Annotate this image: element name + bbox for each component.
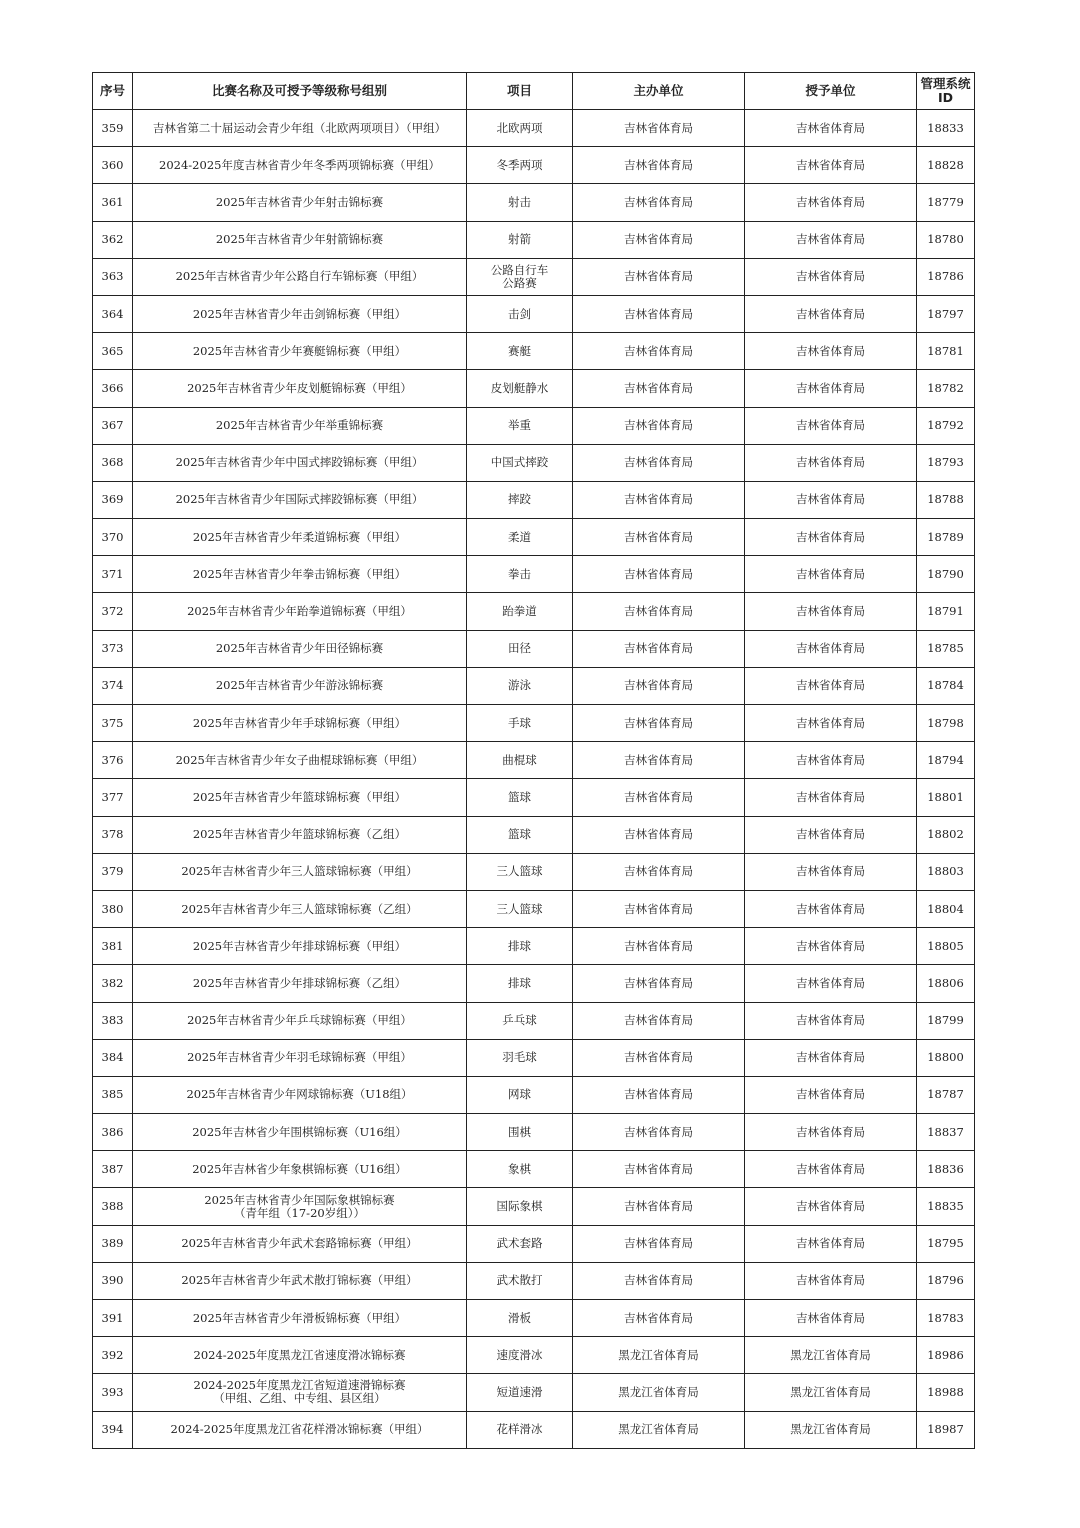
cell-competition-name: 2024-2025年度吉林省青少年冬季两项锦标赛（甲组） bbox=[133, 147, 467, 184]
cell-competition-name: 2025年吉林省青少年击剑锦标赛（甲组） bbox=[133, 295, 467, 332]
cell-serial-no: 377 bbox=[93, 779, 133, 816]
cell-grantor: 吉林省体育局 bbox=[745, 556, 917, 593]
table-row bbox=[93, 1151, 975, 1188]
cell-event: 举重 bbox=[467, 407, 573, 444]
cell-organizer: 黑龙江省体育局 bbox=[573, 1411, 745, 1448]
cell-competition-name: 2025年吉林省青少年篮球锦标赛（甲组） bbox=[133, 779, 467, 816]
cell-competition-name: 2025年吉林省青少年武术套路锦标赛（甲组） bbox=[133, 1225, 467, 1262]
cell-event: 皮划艇静水 bbox=[467, 370, 573, 407]
cell-event: 摔跤 bbox=[467, 481, 573, 518]
table-row bbox=[93, 1188, 975, 1225]
header-event: 项目 bbox=[467, 73, 573, 110]
cell-system-id: 18793 bbox=[917, 444, 975, 481]
cell-grantor: 吉林省体育局 bbox=[745, 1002, 917, 1039]
cell-organizer: 吉林省体育局 bbox=[573, 630, 745, 667]
table-row bbox=[93, 184, 975, 221]
cell-system-id: 18782 bbox=[917, 370, 975, 407]
cell-serial-no: 393 bbox=[93, 1374, 133, 1411]
cell-serial-no: 364 bbox=[93, 295, 133, 332]
cell-serial-no: 389 bbox=[93, 1225, 133, 1262]
cell-system-id: 18986 bbox=[917, 1337, 975, 1374]
cell-grantor: 吉林省体育局 bbox=[745, 853, 917, 890]
cell-grantor: 吉林省体育局 bbox=[745, 928, 917, 965]
cell-serial-no: 363 bbox=[93, 258, 133, 295]
cell-system-id: 18801 bbox=[917, 779, 975, 816]
cell-organizer: 吉林省体育局 bbox=[573, 444, 745, 481]
table-row bbox=[93, 630, 975, 667]
cell-grantor: 吉林省体育局 bbox=[745, 147, 917, 184]
cell-competition-name: 2025年吉林省青少年三人篮球锦标赛（甲组） bbox=[133, 853, 467, 890]
cell-event: 滑板 bbox=[467, 1300, 573, 1337]
table-row bbox=[93, 965, 975, 1002]
table-row bbox=[93, 1262, 975, 1299]
cell-organizer: 吉林省体育局 bbox=[573, 667, 745, 704]
cell-event: 三人篮球 bbox=[467, 853, 573, 890]
cell-grantor: 吉林省体育局 bbox=[745, 184, 917, 221]
cell-competition-name: 2025年吉林省青少年三人篮球锦标赛（乙组） bbox=[133, 890, 467, 927]
cell-organizer: 吉林省体育局 bbox=[573, 407, 745, 444]
table-row bbox=[93, 221, 975, 258]
table-row bbox=[93, 556, 975, 593]
cell-event: 乒乓球 bbox=[467, 1002, 573, 1039]
table-row bbox=[93, 519, 975, 556]
cell-serial-no: 368 bbox=[93, 444, 133, 481]
table-row bbox=[93, 1300, 975, 1337]
table-row bbox=[93, 779, 975, 816]
cell-grantor: 吉林省体育局 bbox=[745, 221, 917, 258]
cell-grantor: 吉林省体育局 bbox=[745, 407, 917, 444]
cell-organizer: 吉林省体育局 bbox=[573, 184, 745, 221]
cell-grantor: 吉林省体育局 bbox=[745, 705, 917, 742]
cell-competition-name: 2025年吉林省青少年柔道锦标赛（甲组） bbox=[133, 519, 467, 556]
cell-competition-name: 2025年吉林省青少年跆拳道锦标赛（甲组） bbox=[133, 593, 467, 630]
cell-competition-name: 2025年吉林省青少年拳击锦标赛（甲组） bbox=[133, 556, 467, 593]
cell-event: 冬季两项 bbox=[467, 147, 573, 184]
cell-organizer: 吉林省体育局 bbox=[573, 1262, 745, 1299]
cell-system-id: 18797 bbox=[917, 295, 975, 332]
cell-grantor: 黑龙江省体育局 bbox=[745, 1337, 917, 1374]
cell-grantor: 吉林省体育局 bbox=[745, 965, 917, 1002]
table-row bbox=[93, 1225, 975, 1262]
cell-grantor: 吉林省体育局 bbox=[745, 1151, 917, 1188]
cell-event: 曲棍球 bbox=[467, 742, 573, 779]
cell-serial-no: 388 bbox=[93, 1188, 133, 1225]
cell-grantor: 吉林省体育局 bbox=[745, 1076, 917, 1113]
cell-event: 排球 bbox=[467, 965, 573, 1002]
cell-grantor: 吉林省体育局 bbox=[745, 742, 917, 779]
cell-competition-name: 吉林省第二十届运动会青少年组（北欧两项项目）（甲组） bbox=[133, 110, 467, 147]
cell-organizer: 吉林省体育局 bbox=[573, 1114, 745, 1151]
cell-serial-no: 379 bbox=[93, 853, 133, 890]
cell-competition-name: 2025年吉林省少年围棋锦标赛（U16组） bbox=[133, 1114, 467, 1151]
cell-serial-no: 383 bbox=[93, 1002, 133, 1039]
cell-event: 三人篮球 bbox=[467, 890, 573, 927]
cell-event: 篮球 bbox=[467, 779, 573, 816]
cell-competition-name: 2025年吉林省青少年游泳锦标赛 bbox=[133, 667, 467, 704]
cell-system-id: 18779 bbox=[917, 184, 975, 221]
cell-organizer: 吉林省体育局 bbox=[573, 110, 745, 147]
cell-organizer: 吉林省体育局 bbox=[573, 147, 745, 184]
cell-organizer: 吉林省体育局 bbox=[573, 519, 745, 556]
cell-grantor: 吉林省体育局 bbox=[745, 519, 917, 556]
cell-organizer: 吉林省体育局 bbox=[573, 1039, 745, 1076]
cell-competition-name: 2025年吉林省少年象棋锦标赛（U16组） bbox=[133, 1151, 467, 1188]
cell-competition-name: 2025年吉林省青少年国际象棋锦标赛 （青年组（17-20岁组）） bbox=[133, 1188, 467, 1225]
cell-grantor: 吉林省体育局 bbox=[745, 667, 917, 704]
table-row bbox=[93, 890, 975, 927]
competition-table bbox=[92, 72, 975, 1449]
cell-competition-name: 2025年吉林省青少年排球锦标赛（甲组） bbox=[133, 928, 467, 965]
cell-system-id: 18800 bbox=[917, 1039, 975, 1076]
cell-organizer: 吉林省体育局 bbox=[573, 1300, 745, 1337]
cell-event: 武术套路 bbox=[467, 1225, 573, 1262]
table-row bbox=[93, 705, 975, 742]
cell-serial-no: 365 bbox=[93, 333, 133, 370]
table-row bbox=[93, 1039, 975, 1076]
cell-system-id: 18783 bbox=[917, 1300, 975, 1337]
table-row bbox=[93, 1114, 975, 1151]
cell-competition-name: 2024-2025年度黑龙江省速度滑冰锦标赛 bbox=[133, 1337, 467, 1374]
cell-serial-no: 386 bbox=[93, 1114, 133, 1151]
cell-event: 花样滑冰 bbox=[467, 1411, 573, 1448]
cell-organizer: 吉林省体育局 bbox=[573, 556, 745, 593]
header-serial-no: 序号 bbox=[93, 73, 133, 110]
cell-competition-name: 2025年吉林省青少年女子曲棍球锦标赛（甲组） bbox=[133, 742, 467, 779]
cell-grantor: 吉林省体育局 bbox=[745, 1262, 917, 1299]
table-header-row bbox=[93, 73, 975, 110]
cell-organizer: 吉林省体育局 bbox=[573, 481, 745, 518]
cell-event: 羽毛球 bbox=[467, 1039, 573, 1076]
cell-competition-name: 2025年吉林省青少年滑板锦标赛（甲组） bbox=[133, 1300, 467, 1337]
cell-serial-no: 374 bbox=[93, 667, 133, 704]
cell-grantor: 吉林省体育局 bbox=[745, 1300, 917, 1337]
cell-organizer: 吉林省体育局 bbox=[573, 1002, 745, 1039]
cell-system-id: 18988 bbox=[917, 1374, 975, 1411]
cell-competition-name: 2025年吉林省青少年国际式摔跤锦标赛（甲组） bbox=[133, 481, 467, 518]
cell-event: 手球 bbox=[467, 705, 573, 742]
cell-competition-name: 2025年吉林省青少年中国式摔跤锦标赛（甲组） bbox=[133, 444, 467, 481]
cell-system-id: 18780 bbox=[917, 221, 975, 258]
cell-serial-no: 371 bbox=[93, 556, 133, 593]
cell-system-id: 18796 bbox=[917, 1262, 975, 1299]
cell-organizer: 吉林省体育局 bbox=[573, 1188, 745, 1225]
cell-competition-name: 2025年吉林省青少年手球锦标赛（甲组） bbox=[133, 705, 467, 742]
cell-system-id: 18833 bbox=[917, 110, 975, 147]
cell-system-id: 18806 bbox=[917, 965, 975, 1002]
table-row bbox=[93, 370, 975, 407]
table-row bbox=[93, 295, 975, 332]
cell-serial-no: 382 bbox=[93, 965, 133, 1002]
cell-grantor: 黑龙江省体育局 bbox=[745, 1374, 917, 1411]
cell-grantor: 吉林省体育局 bbox=[745, 110, 917, 147]
table-body bbox=[93, 110, 975, 1449]
table-row bbox=[93, 1411, 975, 1448]
table-row bbox=[93, 853, 975, 890]
cell-event: 中国式摔跤 bbox=[467, 444, 573, 481]
cell-serial-no: 362 bbox=[93, 221, 133, 258]
cell-serial-no: 366 bbox=[93, 370, 133, 407]
table-row bbox=[93, 407, 975, 444]
cell-competition-name: 2025年吉林省青少年羽毛球锦标赛（甲组） bbox=[133, 1039, 467, 1076]
table-row bbox=[93, 444, 975, 481]
cell-competition-name: 2025年吉林省青少年篮球锦标赛（乙组） bbox=[133, 816, 467, 853]
cell-grantor: 吉林省体育局 bbox=[745, 816, 917, 853]
cell-competition-name: 2025年吉林省青少年排球锦标赛（乙组） bbox=[133, 965, 467, 1002]
cell-event: 田径 bbox=[467, 630, 573, 667]
cell-organizer: 吉林省体育局 bbox=[573, 853, 745, 890]
cell-event: 游泳 bbox=[467, 667, 573, 704]
cell-system-id: 18798 bbox=[917, 705, 975, 742]
cell-system-id: 18789 bbox=[917, 519, 975, 556]
cell-event: 篮球 bbox=[467, 816, 573, 853]
cell-event: 射箭 bbox=[467, 221, 573, 258]
cell-serial-no: 384 bbox=[93, 1039, 133, 1076]
cell-event: 击剑 bbox=[467, 295, 573, 332]
cell-system-id: 18795 bbox=[917, 1225, 975, 1262]
cell-grantor: 吉林省体育局 bbox=[745, 890, 917, 927]
cell-system-id: 18828 bbox=[917, 147, 975, 184]
cell-organizer: 吉林省体育局 bbox=[573, 258, 745, 295]
table-row bbox=[93, 593, 975, 630]
cell-system-id: 18784 bbox=[917, 667, 975, 704]
table-row bbox=[93, 1337, 975, 1374]
cell-serial-no: 391 bbox=[93, 1300, 133, 1337]
cell-serial-no: 370 bbox=[93, 519, 133, 556]
cell-system-id: 18787 bbox=[917, 1076, 975, 1113]
table-row bbox=[93, 1076, 975, 1113]
table-row bbox=[93, 1002, 975, 1039]
table-row bbox=[93, 333, 975, 370]
cell-grantor: 吉林省体育局 bbox=[745, 333, 917, 370]
cell-organizer: 黑龙江省体育局 bbox=[573, 1337, 745, 1374]
cell-grantor: 吉林省体育局 bbox=[745, 295, 917, 332]
cell-system-id: 18802 bbox=[917, 816, 975, 853]
header-organizer: 主办单位 bbox=[573, 73, 745, 110]
cell-organizer: 吉林省体育局 bbox=[573, 705, 745, 742]
cell-competition-name: 2025年吉林省青少年乒乓球锦标赛（甲组） bbox=[133, 1002, 467, 1039]
cell-competition-name: 2025年吉林省青少年皮划艇锦标赛（甲组） bbox=[133, 370, 467, 407]
cell-organizer: 吉林省体育局 bbox=[573, 890, 745, 927]
cell-organizer: 吉林省体育局 bbox=[573, 370, 745, 407]
cell-competition-name: 2025年吉林省青少年赛艇锦标赛（甲组） bbox=[133, 333, 467, 370]
cell-serial-no: 378 bbox=[93, 816, 133, 853]
cell-event: 象棋 bbox=[467, 1151, 573, 1188]
cell-organizer: 吉林省体育局 bbox=[573, 779, 745, 816]
cell-event: 国际象棋 bbox=[467, 1188, 573, 1225]
cell-system-id: 18835 bbox=[917, 1188, 975, 1225]
table-row bbox=[93, 258, 975, 295]
cell-organizer: 吉林省体育局 bbox=[573, 333, 745, 370]
cell-event: 柔道 bbox=[467, 519, 573, 556]
cell-competition-name: 2025年吉林省青少年射箭锦标赛 bbox=[133, 221, 467, 258]
cell-event: 围棋 bbox=[467, 1114, 573, 1151]
cell-event: 排球 bbox=[467, 928, 573, 965]
cell-system-id: 18785 bbox=[917, 630, 975, 667]
cell-system-id: 18987 bbox=[917, 1411, 975, 1448]
cell-serial-no: 369 bbox=[93, 481, 133, 518]
cell-competition-name: 2024-2025年度黑龙江省短道速滑锦标赛 （甲组、乙组、中专组、县区组） bbox=[133, 1374, 467, 1411]
cell-system-id: 18803 bbox=[917, 853, 975, 890]
cell-grantor: 吉林省体育局 bbox=[745, 481, 917, 518]
cell-grantor: 吉林省体育局 bbox=[745, 258, 917, 295]
cell-organizer: 吉林省体育局 bbox=[573, 221, 745, 258]
header-grantor: 授予单位 bbox=[745, 73, 917, 110]
cell-grantor: 吉林省体育局 bbox=[745, 1225, 917, 1262]
cell-system-id: 18791 bbox=[917, 593, 975, 630]
cell-system-id: 18805 bbox=[917, 928, 975, 965]
cell-serial-no: 375 bbox=[93, 705, 133, 742]
table-row bbox=[93, 147, 975, 184]
header-competition-name: 比赛名称及可授予等级称号组别 bbox=[133, 73, 467, 110]
cell-serial-no: 392 bbox=[93, 1337, 133, 1374]
cell-competition-name: 2025年吉林省青少年射击锦标赛 bbox=[133, 184, 467, 221]
cell-organizer: 吉林省体育局 bbox=[573, 593, 745, 630]
cell-system-id: 18792 bbox=[917, 407, 975, 444]
cell-serial-no: 372 bbox=[93, 593, 133, 630]
cell-serial-no: 361 bbox=[93, 184, 133, 221]
cell-event: 短道速滑 bbox=[467, 1374, 573, 1411]
cell-event: 武术散打 bbox=[467, 1262, 573, 1299]
cell-grantor: 吉林省体育局 bbox=[745, 1188, 917, 1225]
cell-competition-name: 2025年吉林省青少年公路自行车锦标赛（甲组） bbox=[133, 258, 467, 295]
cell-serial-no: 390 bbox=[93, 1262, 133, 1299]
cell-serial-no: 367 bbox=[93, 407, 133, 444]
cell-event: 公路自行车 公路赛 bbox=[467, 258, 573, 295]
cell-organizer: 吉林省体育局 bbox=[573, 1076, 745, 1113]
cell-serial-no: 359 bbox=[93, 110, 133, 147]
cell-serial-no: 387 bbox=[93, 1151, 133, 1188]
cell-organizer: 吉林省体育局 bbox=[573, 928, 745, 965]
cell-competition-name: 2025年吉林省青少年田径锦标赛 bbox=[133, 630, 467, 667]
cell-organizer: 吉林省体育局 bbox=[573, 816, 745, 853]
cell-event: 跆拳道 bbox=[467, 593, 573, 630]
cell-event: 拳击 bbox=[467, 556, 573, 593]
cell-system-id: 18794 bbox=[917, 742, 975, 779]
cell-serial-no: 360 bbox=[93, 147, 133, 184]
cell-serial-no: 376 bbox=[93, 742, 133, 779]
cell-system-id: 18799 bbox=[917, 1002, 975, 1039]
table-row bbox=[93, 1374, 975, 1411]
cell-organizer: 黑龙江省体育局 bbox=[573, 1374, 745, 1411]
cell-system-id: 18836 bbox=[917, 1151, 975, 1188]
table-row bbox=[93, 110, 975, 147]
cell-serial-no: 373 bbox=[93, 630, 133, 667]
table-row bbox=[93, 742, 975, 779]
table-row bbox=[93, 667, 975, 704]
cell-serial-no: 381 bbox=[93, 928, 133, 965]
table-row bbox=[93, 928, 975, 965]
cell-grantor: 吉林省体育局 bbox=[745, 370, 917, 407]
cell-system-id: 18788 bbox=[917, 481, 975, 518]
cell-system-id: 18837 bbox=[917, 1114, 975, 1151]
cell-grantor: 吉林省体育局 bbox=[745, 593, 917, 630]
cell-grantor: 黑龙江省体育局 bbox=[745, 1411, 917, 1448]
cell-system-id: 18781 bbox=[917, 333, 975, 370]
cell-system-id: 18804 bbox=[917, 890, 975, 927]
cell-organizer: 吉林省体育局 bbox=[573, 965, 745, 1002]
header-system-id: 管理系统 ID bbox=[917, 73, 975, 110]
cell-serial-no: 380 bbox=[93, 890, 133, 927]
cell-organizer: 吉林省体育局 bbox=[573, 742, 745, 779]
cell-event: 射击 bbox=[467, 184, 573, 221]
cell-organizer: 吉林省体育局 bbox=[573, 1151, 745, 1188]
cell-system-id: 18786 bbox=[917, 258, 975, 295]
cell-grantor: 吉林省体育局 bbox=[745, 1039, 917, 1076]
cell-competition-name: 2025年吉林省青少年武术散打锦标赛（甲组） bbox=[133, 1262, 467, 1299]
table-row bbox=[93, 816, 975, 853]
cell-grantor: 吉林省体育局 bbox=[745, 1114, 917, 1151]
table-row bbox=[93, 481, 975, 518]
cell-competition-name: 2024-2025年度黑龙江省花样滑冰锦标赛（甲组） bbox=[133, 1411, 467, 1448]
cell-event: 北欧两项 bbox=[467, 110, 573, 147]
cell-event: 速度滑冰 bbox=[467, 1337, 573, 1374]
cell-serial-no: 394 bbox=[93, 1411, 133, 1448]
cell-organizer: 吉林省体育局 bbox=[573, 295, 745, 332]
cell-competition-name: 2025年吉林省青少年网球锦标赛（U18组） bbox=[133, 1076, 467, 1113]
cell-grantor: 吉林省体育局 bbox=[745, 779, 917, 816]
cell-event: 赛艇 bbox=[467, 333, 573, 370]
cell-competition-name: 2025年吉林省青少年举重锦标赛 bbox=[133, 407, 467, 444]
cell-system-id: 18790 bbox=[917, 556, 975, 593]
cell-grantor: 吉林省体育局 bbox=[745, 630, 917, 667]
cell-serial-no: 385 bbox=[93, 1076, 133, 1113]
cell-event: 网球 bbox=[467, 1076, 573, 1113]
cell-organizer: 吉林省体育局 bbox=[573, 1225, 745, 1262]
cell-grantor: 吉林省体育局 bbox=[745, 444, 917, 481]
